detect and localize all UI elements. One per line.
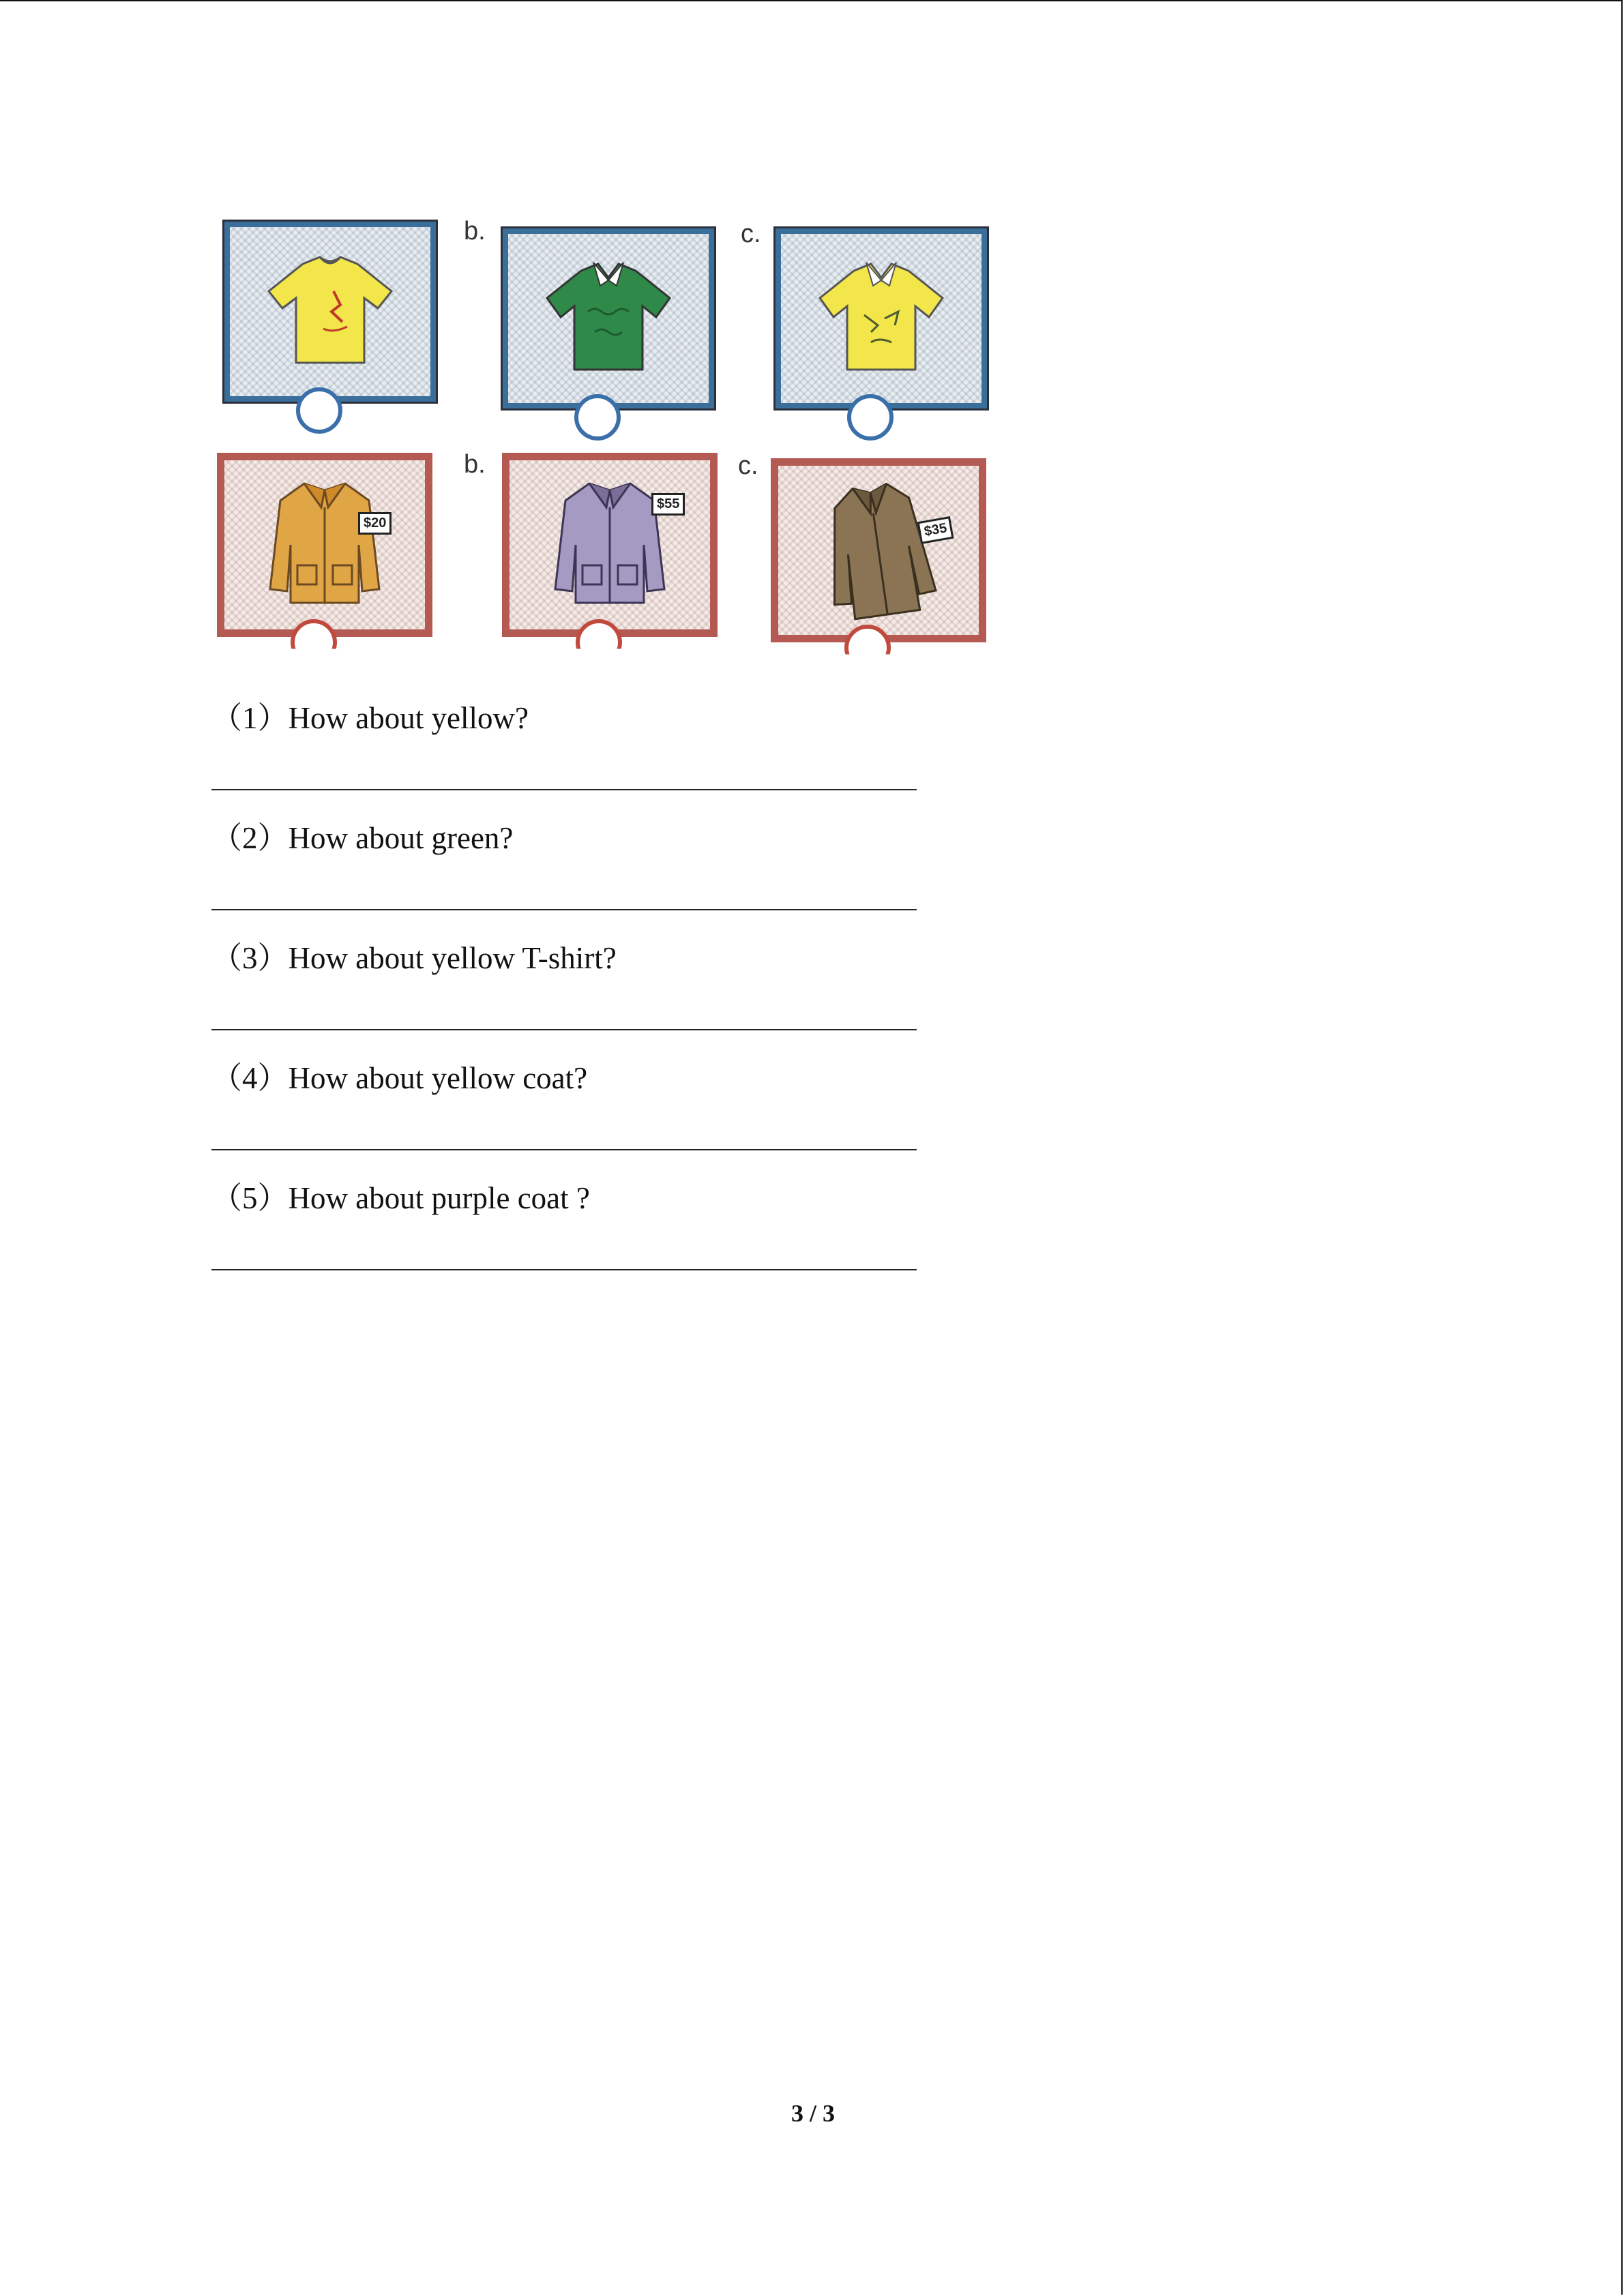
question-text — [211, 933, 617, 977]
purple-coat-icon — [535, 470, 685, 620]
shirt-card-c — [773, 226, 999, 431]
green-polo-shirt-icon — [533, 257, 683, 380]
question-text — [211, 1173, 590, 1217]
answer-circle[interactable] — [296, 387, 342, 434]
price-tag: $35 — [917, 516, 954, 544]
question-list — [211, 689, 934, 1289]
answer-circle[interactable] — [291, 619, 337, 666]
answer-line[interactable] — [211, 789, 917, 790]
shirt-frame — [222, 220, 438, 404]
shirt-card-a — [222, 220, 447, 424]
shirt-card-b — [501, 226, 726, 431]
coat-frame — [771, 458, 986, 642]
question-body: How about green? — [288, 821, 514, 855]
question-body: How about yellow T-shirt? — [288, 941, 617, 975]
question-number: （2） — [211, 821, 289, 855]
coat-card-b — [502, 453, 727, 657]
question-body: How about yellow? — [288, 701, 529, 735]
answer-circle[interactable] — [574, 394, 621, 441]
answer-line[interactable] — [211, 1149, 917, 1150]
coat-card-a — [217, 453, 442, 657]
page-number: 3 / 3 — [791, 2100, 836, 2127]
question-item — [211, 929, 934, 1049]
question-body: How about purple coat ? — [288, 1181, 590, 1215]
coat-frame — [502, 453, 718, 637]
yellow-coat-icon — [250, 470, 400, 620]
answer-circle[interactable] — [847, 394, 894, 441]
question-number: （3） — [211, 941, 289, 975]
answer-line[interactable] — [211, 909, 917, 910]
yellow-polo-shirt-icon — [806, 257, 956, 380]
option-letter-b: b. — [464, 217, 486, 245]
yellow-tshirt-icon — [255, 250, 405, 373]
option-letter-b: b. — [464, 450, 486, 479]
question-body: How about yellow coat? — [288, 1061, 588, 1095]
picture-grid — [217, 211, 994, 655]
question-item — [211, 1169, 934, 1289]
answer-line[interactable] — [211, 1269, 917, 1270]
price-tag: $55 — [651, 493, 685, 516]
answer-line[interactable] — [211, 1029, 917, 1030]
question-number: （5） — [211, 1181, 289, 1215]
answer-circle[interactable] — [576, 619, 622, 666]
question-number: （4） — [211, 1061, 289, 1095]
coat-frame — [217, 453, 432, 637]
question-text — [211, 693, 529, 737]
question-item — [211, 809, 934, 929]
answer-circle[interactable] — [844, 625, 891, 671]
question-item — [211, 1049, 934, 1169]
option-letter-c: c. — [738, 451, 758, 480]
shirt-frame — [773, 226, 989, 411]
question-item — [211, 689, 934, 809]
option-letter-c: c. — [741, 220, 761, 248]
price-tag: $20 — [358, 512, 392, 535]
question-text — [211, 813, 513, 857]
coat-card-c — [771, 458, 996, 663]
brown-coat-icon — [803, 475, 954, 625]
question-number: （1） — [211, 701, 289, 735]
shirt-frame — [501, 226, 716, 411]
question-text — [211, 1053, 587, 1097]
